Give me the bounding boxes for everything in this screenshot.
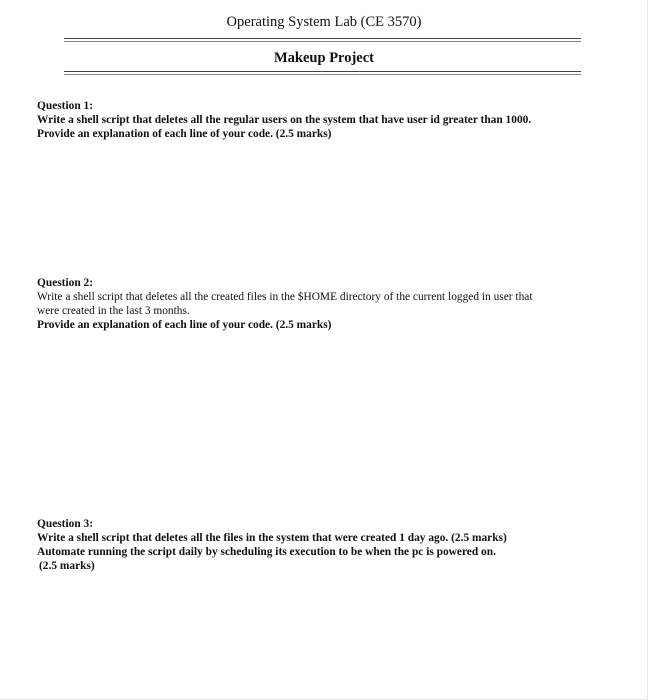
- question-2-heading: Question 2:: [37, 277, 94, 289]
- title-divider-bottom: [64, 41, 581, 42]
- question-2: [37, 276, 607, 332]
- document-subtitle: Makeup Project: [274, 50, 374, 66]
- question-2-line-2: were created in the last 3 months.: [37, 305, 190, 317]
- question-3-line-3: (2.5 marks): [39, 560, 95, 572]
- question-1-line-2: Provide an explanation of each line of your code. (2.5 marks): [37, 128, 332, 140]
- document-title: Operating System Lab (CE 3570): [226, 14, 422, 30]
- question-1-heading: Question 1:: [37, 100, 94, 112]
- title-divider-top: [64, 38, 581, 39]
- question-3-line-1: Write a shell script that deletes all the files in the system that were created 1 day ago. (2.5 marks): [37, 532, 507, 544]
- question-3: [37, 517, 607, 573]
- question-1: [37, 99, 607, 141]
- question-2-line-1: Write a shell script that deletes all the created files in the $HOME directory of the current logged in user that: [37, 291, 533, 303]
- question-3-line-2: Automate running the script daily by scheduling its execution to be when the pc is powered on.: [37, 546, 496, 558]
- question-3-heading: Question 3:: [37, 518, 94, 530]
- subtitle-divider-top: [64, 71, 581, 72]
- question-1-line-1: Write a shell script that deletes all the regular users on the system that have user id greater than 1000.: [37, 114, 532, 126]
- subtitle-divider-bottom: [64, 74, 581, 75]
- question-2-line-3: Provide an explanation of each line of your code. (2.5 marks): [37, 319, 332, 331]
